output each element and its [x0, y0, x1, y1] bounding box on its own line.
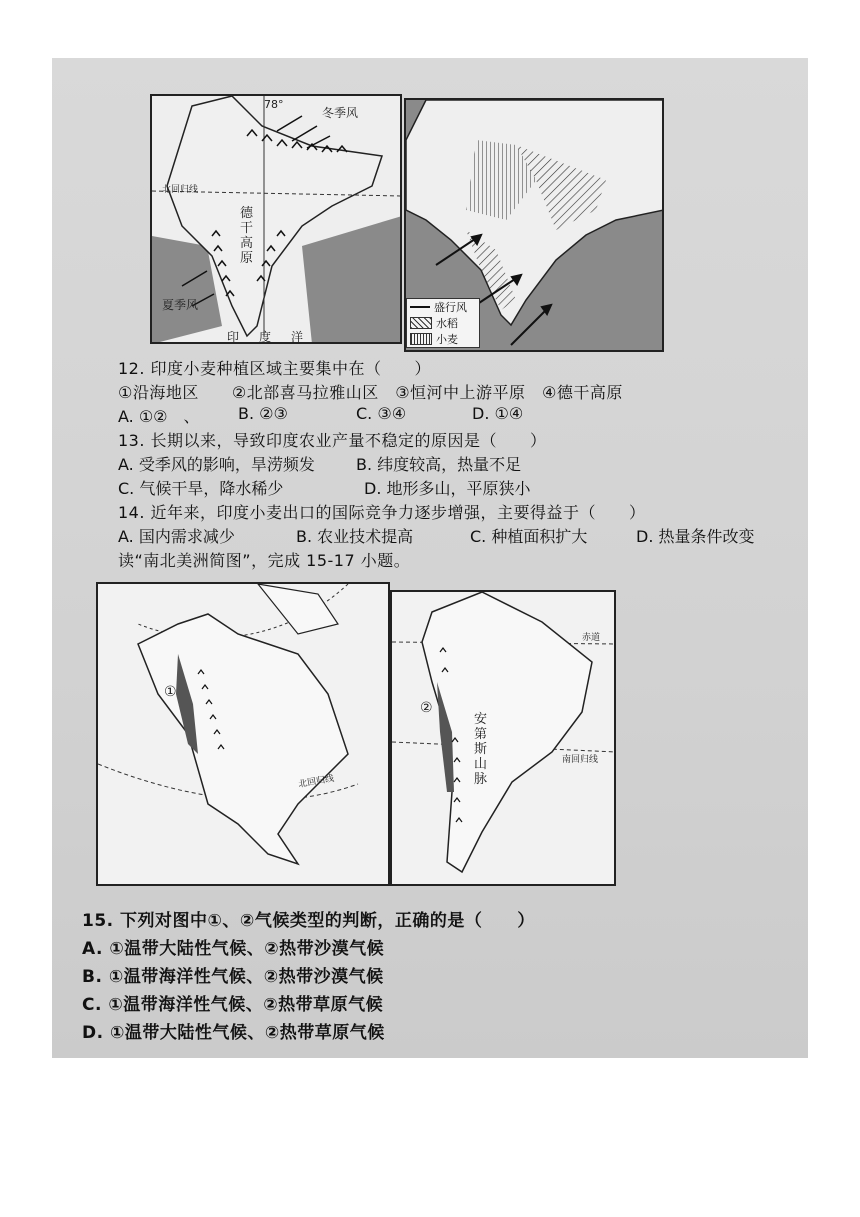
q12-items: ①沿海地区 ②北部喜马拉雅山区 ③恒河中上游平原 ④德干高原: [118, 383, 623, 402]
legend-wheat-label: 小麦: [436, 333, 458, 346]
tropic-label: 北回归线: [162, 185, 199, 195]
marker-1: ①: [164, 684, 177, 700]
q13-option-d[interactable]: D. 地形多山，平原狭小: [364, 479, 531, 498]
q12-option-c[interactable]: C. ③④: [356, 404, 407, 423]
meridian-label: 78°: [264, 98, 284, 111]
q12-option-d[interactable]: D. ①④: [472, 404, 524, 423]
q13-stem: 13. 长期以来，导致印度农业产量不稳定的原因是（ ）: [118, 431, 547, 450]
crop-legend: [406, 298, 480, 348]
marker-2: ②: [420, 700, 433, 716]
q12-stem: 12. 印度小麦种植区域主要集中在（ ）: [118, 359, 432, 378]
q12-option-b[interactable]: B. ②③: [238, 404, 288, 423]
scanned-page: [52, 58, 808, 1058]
na-tropic-label: 北回归线: [297, 773, 335, 791]
q13-option-a[interactable]: A. 受季风的影响，旱涝频发: [118, 455, 315, 474]
south-america-map: [390, 590, 616, 886]
q12-option-a[interactable]: A. ①② 、: [118, 407, 200, 426]
legend-wind-row: [407, 299, 479, 315]
q15-option-a[interactable]: A. ①温带大陆性气候、②热带沙漠气候: [82, 939, 385, 959]
section-intro: 读“南北美洲简图”，完成 15-17 小题。: [118, 551, 411, 570]
q14-option-d[interactable]: D. 热量条件改变: [636, 527, 755, 546]
india-monsoon-map: [150, 94, 402, 344]
equator-label: 赤道: [582, 633, 601, 643]
north-america-map: [96, 582, 390, 886]
q15-option-d[interactable]: D. ①温带大陆性气候、②热带草原气候: [82, 1023, 385, 1043]
summer-monsoon-label: 夏季风: [162, 298, 199, 312]
q15-stem: 15. 下列对图中①、②气候类型的判断，正确的是（ ）: [82, 911, 535, 931]
andes-label: 安第斯山脉: [474, 712, 488, 787]
q15-option-c[interactable]: C. ①温带海洋性气候、②热带草原气候: [82, 995, 384, 1015]
legend-rice-label: 水稻: [436, 317, 458, 330]
north-america-outline: [98, 584, 390, 886]
q13-option-b[interactable]: B. 纬度较高，热量不足: [356, 455, 522, 474]
q14-option-c[interactable]: C. 种植面积扩大: [470, 527, 588, 546]
winter-monsoon-label: 冬季风: [322, 106, 359, 120]
q15-option-b[interactable]: B. ①温带海洋性气候、②热带沙漠气候: [82, 967, 384, 987]
ocean-label: 印度洋: [227, 330, 324, 344]
wind-arrow-icon: [410, 306, 430, 308]
q13-option-c[interactable]: C. 气候干旱，降水稀少: [118, 479, 284, 498]
plateau-label: 德干高原: [240, 206, 254, 266]
q14-stem: 14. 近年来，印度小麦出口的国际竞争力逐步增强，主要得益于（ ）: [118, 503, 646, 522]
wheat-swatch-icon: [410, 333, 432, 345]
rice-swatch-icon: [410, 317, 432, 329]
q14-option-a[interactable]: A. 国内需求减少: [118, 527, 235, 546]
q14-option-b[interactable]: B. 农业技术提高: [296, 527, 414, 546]
india-crop-map: [404, 98, 664, 352]
legend-wheat-row: [407, 331, 479, 347]
sa-tropic-label: 南回归线: [562, 755, 599, 765]
legend-rice-row: [407, 315, 479, 331]
legend-wind-label: 盛行风: [434, 301, 467, 314]
